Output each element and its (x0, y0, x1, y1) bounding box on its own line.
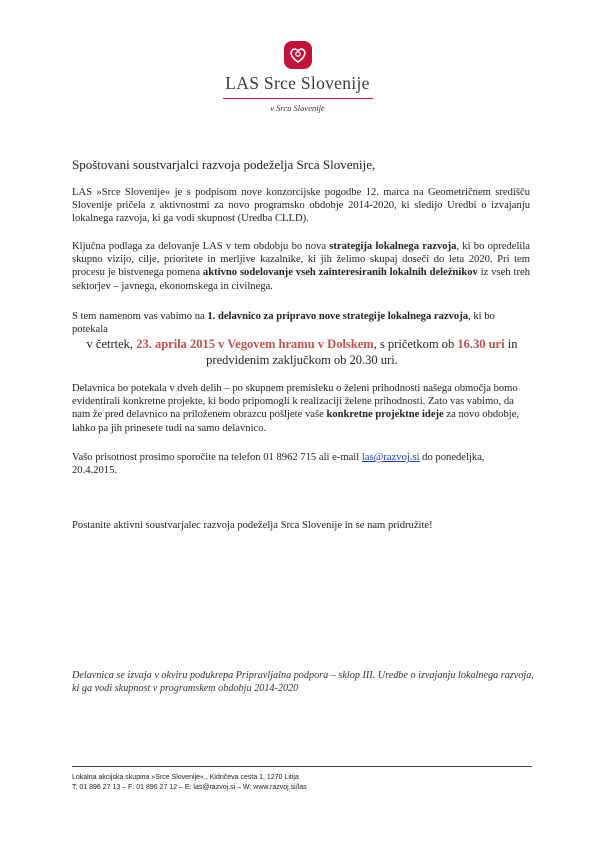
email-link[interactable]: las@razvoj.si (361, 452, 420, 463)
text: iz vseh treh sektorjev – javnega, ekonomskega in civilnega. (72, 267, 530, 292)
workshop-emphasis: 1. delavnico za pripravo nove strategije lokalnega razvoja (207, 311, 469, 322)
project-ideas-emphasis: konkretne projektne ideje (326, 409, 444, 421)
text: in predvidenim zaključkom ob 20.30 uri. (206, 337, 518, 367)
funding-note: Delavnica se izvaja v okviru podukrepa Pripravljalna podpora – sklop III. Uredbe o izvajanju lokalnega razvoja, ki ga vodi skupnost v programskem obdobju 2014-2020 (72, 670, 534, 694)
text: do ponedeljka, 20.4.2015. (72, 452, 485, 477)
text: S tem namenom vas vabimo na (72, 311, 208, 322)
text: , ki bo opredelila skupno vizijo, cilje, prioritete in merljive kazalnike, ki jih želimo skupaj doseči do leta 2020. Pri tem procesu je bistvenega pomena (72, 241, 530, 279)
text: Ključna podlaga za delovanje LAS v tem obdobju bo nova (72, 241, 330, 252)
text: , s pričetkom ob (373, 337, 458, 351)
paragraph-rsvp (72, 451, 530, 477)
text: Vašo prisotnost prosimo sporočite na telefon 01 8962 715 ali e-mail (72, 452, 362, 463)
paragraph-closing: Postanite aktivni soustvarjalec razvoja podeželja Srca Slovenije in se nam pridružite! (72, 520, 433, 531)
event-details (72, 337, 532, 368)
heart-logo-icon (283, 40, 313, 70)
salutation: Spoštovani soustvarjalci razvoja podeželja Srca Slovenije, (72, 157, 376, 172)
text: Delavnica bo potekala v dveh delih – po skupnem premisleku o želeni prihodnosti našega območja bomo evidentirali konkretne projekte, ki bodo pripomogli k realizaciji želene prihodnosti. Zato vas vabimo, da nam že pred delavnico na priloženem obrazcu pošljete vaše (72, 383, 518, 421)
logo-subtitle: v Srcu Slovenije (270, 103, 325, 113)
paragraph-intro: LAS »Srce Slovenije« je s podpisom nove konzorcijske pogodbe 12. marca na Geometričnem središču Slovenije pričela z aktivnostmi za novo programsko obdobje 2014-2020, ki sledijo Uredbi o izvajanju lokalnega razvoja, ki ga vodi skupnost (Uredba CLLD). (72, 187, 530, 225)
logo-block (0, 40, 595, 113)
participation-emphasis: aktivno sodelovanje vseh zainteresiranih lokalnih deležnikov (202, 267, 478, 279)
event-start-time: 16.30 uri (457, 337, 505, 351)
strategy-emphasis: strategija lokalnega razvoja (329, 241, 457, 252)
text: za novo obdobje, lahko pa jih prinesete tudi na samo delavnico. (72, 409, 520, 434)
paragraph-strategy (72, 240, 530, 293)
paragraph-invitation (72, 310, 530, 336)
footer-contacts: T: 01 896 27 13 – F: 01 896 27 12 – E: las@razvoj.si – W: www.razvoj.si/las (72, 784, 307, 791)
text: , ki bo potekala (72, 311, 495, 336)
event-date-place: 23. aprila 2015 v Vegovem hramu v Dolskem (136, 337, 374, 351)
logo-title: LAS Srce Slovenije (225, 73, 370, 93)
paragraph-workshop-parts (72, 382, 530, 435)
footer (72, 766, 532, 793)
footer-address: Lokalna akcijska skupina »Srce Slovenije«., Kidričeva cesta 1, 1270 Litija (72, 774, 299, 781)
logo-divider (223, 98, 373, 99)
text: v četrtek, (86, 337, 137, 351)
